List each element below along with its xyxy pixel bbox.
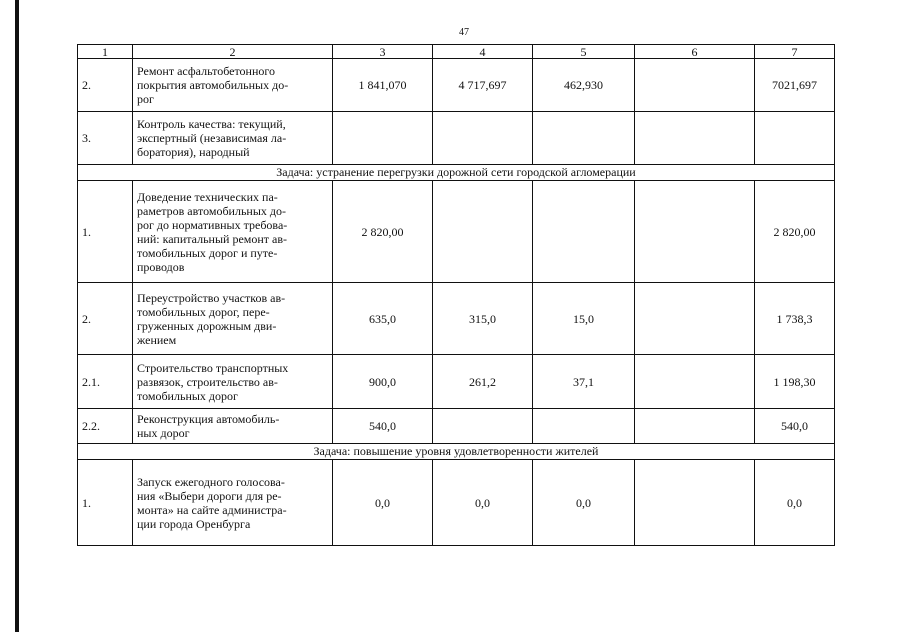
- measure-name-line: боратория), народный: [137, 145, 250, 159]
- column-number: 7: [755, 45, 835, 59]
- table-row: [78, 283, 835, 355]
- measure-name-line: ния «Выбери дороги для ре-: [137, 488, 282, 503]
- measure-name-line: раметров автомобильных до-: [137, 203, 287, 218]
- value-cell-3: 1 841,070: [333, 59, 433, 112]
- value-cell-4: 0,0: [433, 460, 533, 546]
- measure-name-line: рог: [137, 92, 154, 106]
- value-cell-4: 4 717,697: [433, 59, 533, 112]
- row-number: 3.: [78, 112, 133, 165]
- value-cell-4: [433, 409, 533, 444]
- measure-name: [133, 409, 333, 444]
- value-cell-7: 1 738,3: [755, 283, 835, 355]
- measure-name-line: ции города Оренбурга: [137, 516, 251, 531]
- column-number: 1: [78, 45, 133, 59]
- measure-name-line: ных дорог: [137, 426, 190, 440]
- measure-name-line: томобильных дорог: [137, 388, 238, 403]
- value-cell-3: 0,0: [333, 460, 433, 546]
- column-number: 3: [333, 45, 433, 59]
- value-cell-6: [635, 460, 755, 546]
- column-number-row: [78, 45, 835, 59]
- value-cell-3: 635,0: [333, 283, 433, 355]
- measure-name: [133, 460, 333, 546]
- measure-name-line: Строительство транспортных: [137, 360, 289, 375]
- measure-name-line: Переустройство участков ав-: [137, 290, 286, 305]
- value-cell-4: [433, 181, 533, 283]
- task-heading-row: [78, 165, 835, 181]
- value-cell-7: 2 820,00: [755, 181, 835, 283]
- value-cell-4: 261,2: [433, 355, 533, 409]
- value-cell-5: [533, 181, 635, 283]
- measure-name: [133, 112, 333, 165]
- table-row: [78, 181, 835, 283]
- measure-name: [133, 355, 333, 409]
- value-cell-6: [635, 181, 755, 283]
- measure-name-line: покрытия автомобильных до-: [137, 78, 289, 92]
- value-cell-7: 540,0: [755, 409, 835, 444]
- budget-table: [77, 44, 835, 546]
- value-cell-5: 37,1: [533, 355, 635, 409]
- column-number: 2: [133, 45, 333, 59]
- measure-name-line: развязок, строительство ав-: [137, 374, 278, 389]
- value-cell-4: 315,0: [433, 283, 533, 355]
- measure-name-line: Контроль качества: текущий,: [137, 117, 286, 131]
- measure-name: [133, 283, 333, 355]
- measure-name-line: монта» на сайте администра-: [137, 502, 287, 517]
- value-cell-5: 462,930: [533, 59, 635, 112]
- value-cell-3: [333, 112, 433, 165]
- task-heading: Задача: повышение уровня удовлетворенности жителей: [78, 444, 835, 460]
- value-cell-4: [433, 112, 533, 165]
- measure-name-line: томобильных дорог, пере-: [137, 304, 270, 319]
- table-row: [78, 409, 835, 444]
- measure-name-line: жением: [137, 332, 177, 347]
- measure-name-line: проводов: [137, 259, 185, 274]
- task-heading: Задача: устранение перегрузки дорожной сети городской агломерации: [78, 165, 835, 181]
- task-heading-row: [78, 444, 835, 460]
- row-number: 2.: [78, 59, 133, 112]
- left-margin-bar: [15, 0, 19, 632]
- value-cell-3: 900,0: [333, 355, 433, 409]
- page-number: 47: [459, 27, 469, 38]
- row-number: 2.1.: [78, 355, 133, 409]
- measure-name-line: Ремонт асфальтобетонного: [137, 64, 276, 78]
- value-cell-7: 7021,697: [755, 59, 835, 112]
- table-row: [78, 460, 835, 546]
- measure-name: [133, 181, 333, 283]
- value-cell-3: 2 820,00: [333, 181, 433, 283]
- column-number: 6: [635, 45, 755, 59]
- measure-name-line: рог до нормативных требова-: [137, 217, 288, 232]
- value-cell-6: [635, 59, 755, 112]
- value-cell-6: [635, 355, 755, 409]
- value-cell-6: [635, 409, 755, 444]
- value-cell-5: 15,0: [533, 283, 635, 355]
- value-cell-5: 0,0: [533, 460, 635, 546]
- value-cell-7: 1 198,30: [755, 355, 835, 409]
- measure-name-line: груженных дорожным дви-: [137, 318, 277, 333]
- value-cell-7: [755, 112, 835, 165]
- row-number: 1.: [78, 181, 133, 283]
- row-number: 1.: [78, 460, 133, 546]
- measure-name: [133, 59, 333, 112]
- value-cell-6: [635, 112, 755, 165]
- value-cell-7: 0,0: [755, 460, 835, 546]
- table-row: [78, 112, 835, 165]
- row-number: 2.2.: [78, 409, 133, 444]
- table-row: [78, 59, 835, 112]
- measure-name-line: Доведение технических па-: [137, 189, 278, 204]
- measure-name-line: томобильных дорог и путе-: [137, 245, 278, 260]
- value-cell-5: [533, 112, 635, 165]
- value-cell-6: [635, 283, 755, 355]
- measure-name-line: экспертный (независимая ла-: [137, 131, 287, 145]
- value-cell-5: [533, 409, 635, 444]
- measure-name-line: Запуск ежегодного голосова-: [137, 474, 285, 489]
- table-row: [78, 355, 835, 409]
- value-cell-3: 540,0: [333, 409, 433, 444]
- column-number: 4: [433, 45, 533, 59]
- column-number: 5: [533, 45, 635, 59]
- measure-name-line: Реконструкция автомобиль-: [137, 412, 280, 426]
- row-number: 2.: [78, 283, 133, 355]
- measure-name-line: ний: капитальный ремонт ав-: [137, 231, 288, 246]
